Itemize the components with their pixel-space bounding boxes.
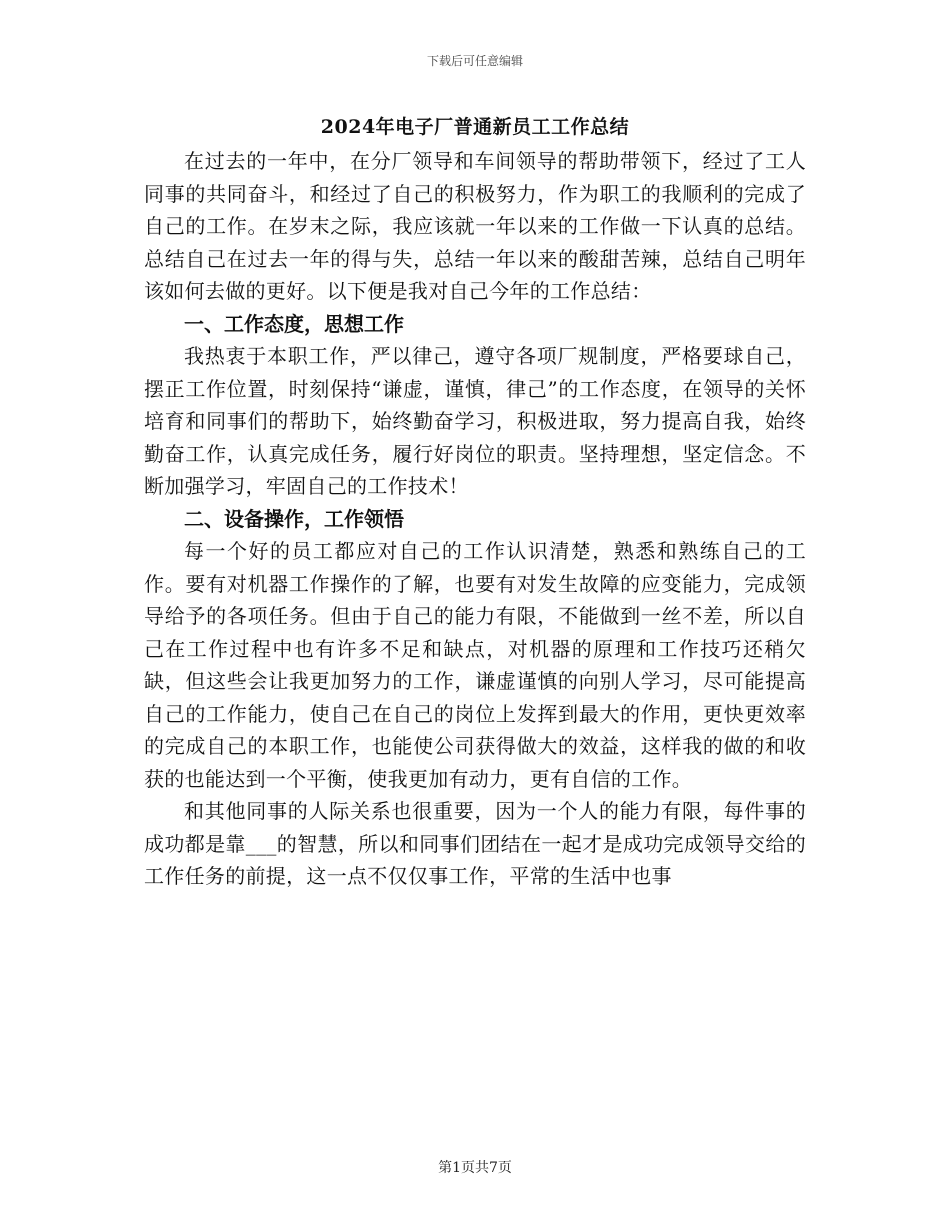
section-heading-2: 二、设备操作，工作领悟 [184, 506, 404, 531]
paragraph-relationships: 和其他同事的人际关系也很重要，因为一个人的能力有限，每件事的成功都是靠___的智慧，所以和同事们团结在一起才是成功完成领导交给的工作任务的前提，这一点不仅仅事工作，平常的生活中也事 [144, 799, 806, 888]
document-body [144, 145, 806, 893]
page-footer: 第1页共7页 [438, 1160, 512, 1176]
document-title: 2024年电子厂普通新员工工作总结 [320, 116, 630, 138]
paragraph-section-2: 每一个好的员工都应对自己的工作认识清楚，熟悉和熟练自己的工作。要有对机器工作操作的了解，也要有对发生故障的应变能力，完成领导给予的各项任务。但由于自己的能力有限，不能做到一丝不差，所以自己在工作过程中也有许多不足和缺点，对机器的原理和工作技巧还稍欠缺，但这些会让我更加努力的工作，谦虚谨慎的向别人学习，尽可能提高自己的工作能力，使自己在自己的岗位上发挥到最大的作用，更快更效率的完成自己的本职工作，也能使公司获得做大的效益，这样我的做的和收获的也能达到一个平衡，使我更加有动力，更有自信的工作。 [144, 539, 806, 791]
header-note: 下载后可任意编辑 [426, 54, 523, 68]
paragraph-section-1: 我热衷于本职工作，严以律己，遵守各项厂规制度，严格要球自己，摆正工作位置，时刻保持“谦虚，谨慎，律己”的工作态度，在领导的关怀培育和同事们的帮助下，始终勤奋学习，积极进取，努力提高自我，始终勤奋工作，认真完成任务，履行好岗位的职责。坚持理想，坚定信念。不断加强学习，牢固自己的工作技术！ [144, 344, 806, 498]
paragraph-intro: 在过去的一年中，在分厂领导和车间领导的帮助带领下，经过了工人同事的共同奋斗，和经过了自己的积极努力，作为职工的我顺利的完成了自己的工作。在岁末之际，我应该就一年以来的工作做一下认真的总结。总结自己在过去一年的得与失，总结一年以来的酸甜苦辣，总结自己明年该如何去做的更好。以下便是我对自己今年的工作总结： [144, 149, 806, 303]
section-heading-1: 一、工作态度，思想工作 [184, 311, 404, 336]
